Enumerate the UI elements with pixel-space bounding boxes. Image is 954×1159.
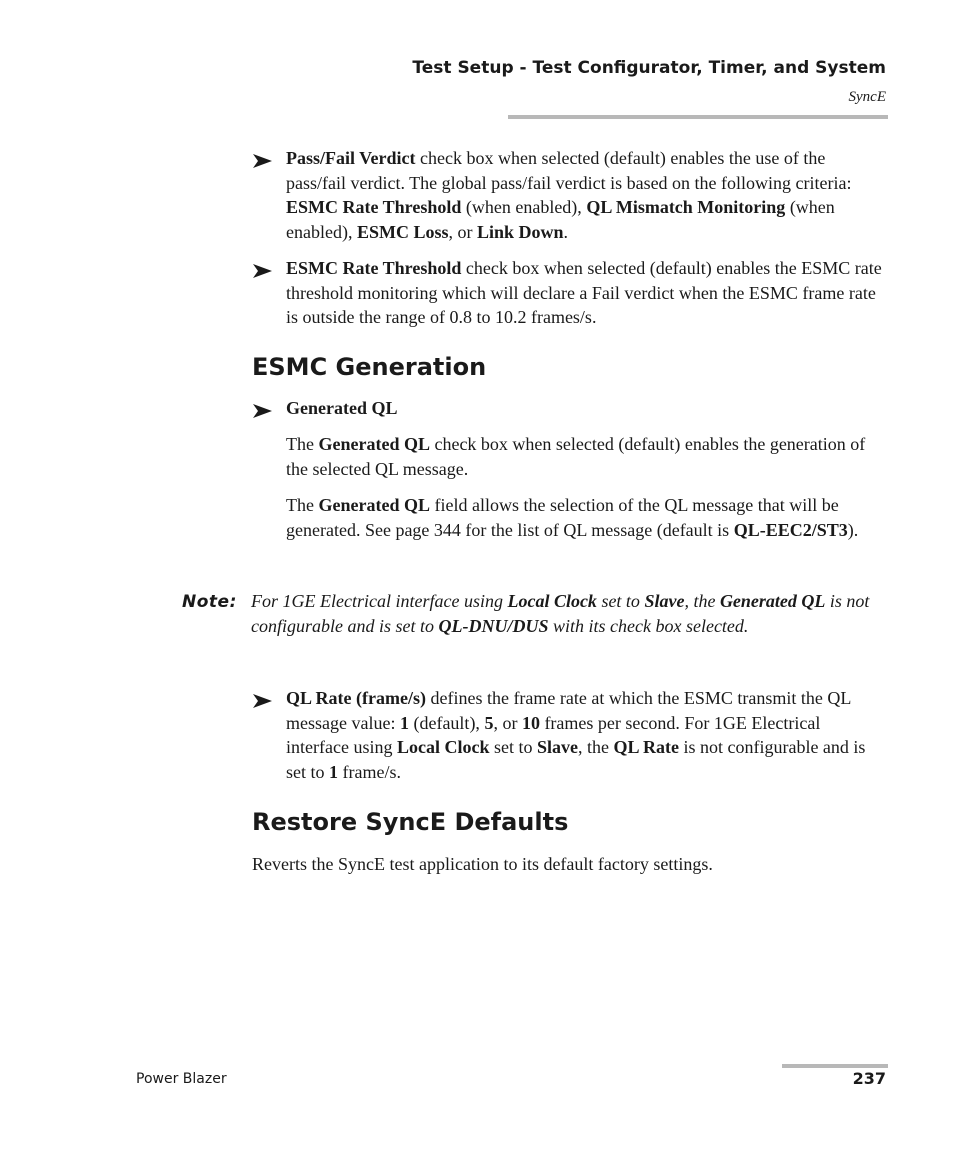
restore-defaults-text: Reverts the SyncE test application to its default factory settings. <box>252 854 713 874</box>
term: 1 <box>399 712 409 733</box>
text: set to <box>596 591 645 611</box>
term: Slave <box>644 591 685 611</box>
text: check box when selected (default) enables the ESMC rate threshold monitoring which will declare a Fail verdict when the ESMC frame rate is outside the range of 0.8 to 10.2 frames/s. <box>286 258 882 328</box>
text: frame/s. <box>338 762 401 783</box>
term: QL Mismatch Monitoring <box>586 197 786 218</box>
text: The <box>286 434 319 454</box>
footer-divider <box>782 1064 888 1068</box>
text: , the <box>684 591 720 611</box>
section-heading-esmc-generation: ESMC Generation <box>252 353 487 381</box>
esmc-rate-threshold-item <box>286 256 886 330</box>
term: Generated QL <box>719 591 826 611</box>
text: . <box>563 222 569 243</box>
running-header-title: Test Setup - Test Configurator, Timer, and System <box>412 58 886 78</box>
ql-rate-item <box>286 686 886 785</box>
text: (when enabled), <box>461 197 587 218</box>
note-label: Note: <box>182 592 237 612</box>
term-pass-fail-verdict: Pass/Fail Verdict <box>286 148 416 168</box>
term: Generated QL <box>318 495 430 515</box>
pass-fail-verdict-item <box>286 146 886 245</box>
text: set to <box>489 737 537 758</box>
term: Local Clock <box>396 737 490 758</box>
bullet-arrow-icon <box>252 153 274 169</box>
generated-ql-paragraph-2 <box>286 493 886 542</box>
text: check box when selected (default) enables the generation of the selected QL message. <box>286 434 866 479</box>
term: Local Clock <box>507 591 597 611</box>
text: For 1GE Electrical interface using <box>251 591 508 611</box>
generated-ql-label <box>286 396 886 421</box>
term: ESMC Loss <box>356 222 449 243</box>
term-generated-ql: Generated QL <box>286 398 398 418</box>
bullet-arrow-icon <box>252 263 274 279</box>
text: , or <box>448 222 477 243</box>
page-number: 237 <box>852 1069 886 1088</box>
term: 5 <box>484 712 494 733</box>
bullet-arrow-icon <box>252 403 274 419</box>
text: ). <box>847 519 859 540</box>
text: (default), <box>408 712 485 733</box>
generated-ql-paragraph-1 <box>286 432 886 481</box>
text: check box when selected (default) enables the use of the pass/fail verdict. The global pass/fail verdict is based on the following criteria: <box>286 148 852 193</box>
section-heading-restore-defaults: Restore SyncE Defaults <box>252 808 569 836</box>
text: defines the frame rate at which the ESMC transmit the QL message value: <box>286 688 851 733</box>
term: 1 <box>329 762 338 783</box>
note-text <box>251 589 881 639</box>
bullet-arrow-icon <box>252 693 274 709</box>
text: frames per second. For 1GE Electrical interface using <box>286 712 821 758</box>
term: Generated QL <box>318 434 430 454</box>
text: field allows the selection of the QL message that will be generated. See page 344 for the list of QL message (default is <box>286 495 839 540</box>
text: is not configurable and is set to <box>286 737 866 783</box>
text: is not configurable and is set to <box>251 591 870 636</box>
text: with its check box selected. <box>548 616 749 636</box>
running-header-subtitle: SyncE <box>848 89 886 105</box>
term: QL-EEC2/ST3 <box>733 519 848 540</box>
text: , the <box>577 737 614 758</box>
term: 10 <box>521 712 540 733</box>
header-divider <box>508 115 888 119</box>
term: ESMC Rate Threshold <box>286 197 462 218</box>
term: Link Down <box>477 222 564 243</box>
term: Slave <box>536 737 578 758</box>
text: , or <box>493 712 522 733</box>
footer-product-name: Power Blazer <box>136 1071 227 1087</box>
term: QL-DNU/DUS <box>438 616 549 636</box>
term-ql-rate: QL Rate (frame/s) <box>286 688 426 708</box>
text: (when enabled), <box>286 197 835 243</box>
text: The <box>286 495 319 515</box>
term-esmc-rate-threshold: ESMC Rate Threshold <box>286 258 462 278</box>
term: QL Rate <box>613 737 679 758</box>
